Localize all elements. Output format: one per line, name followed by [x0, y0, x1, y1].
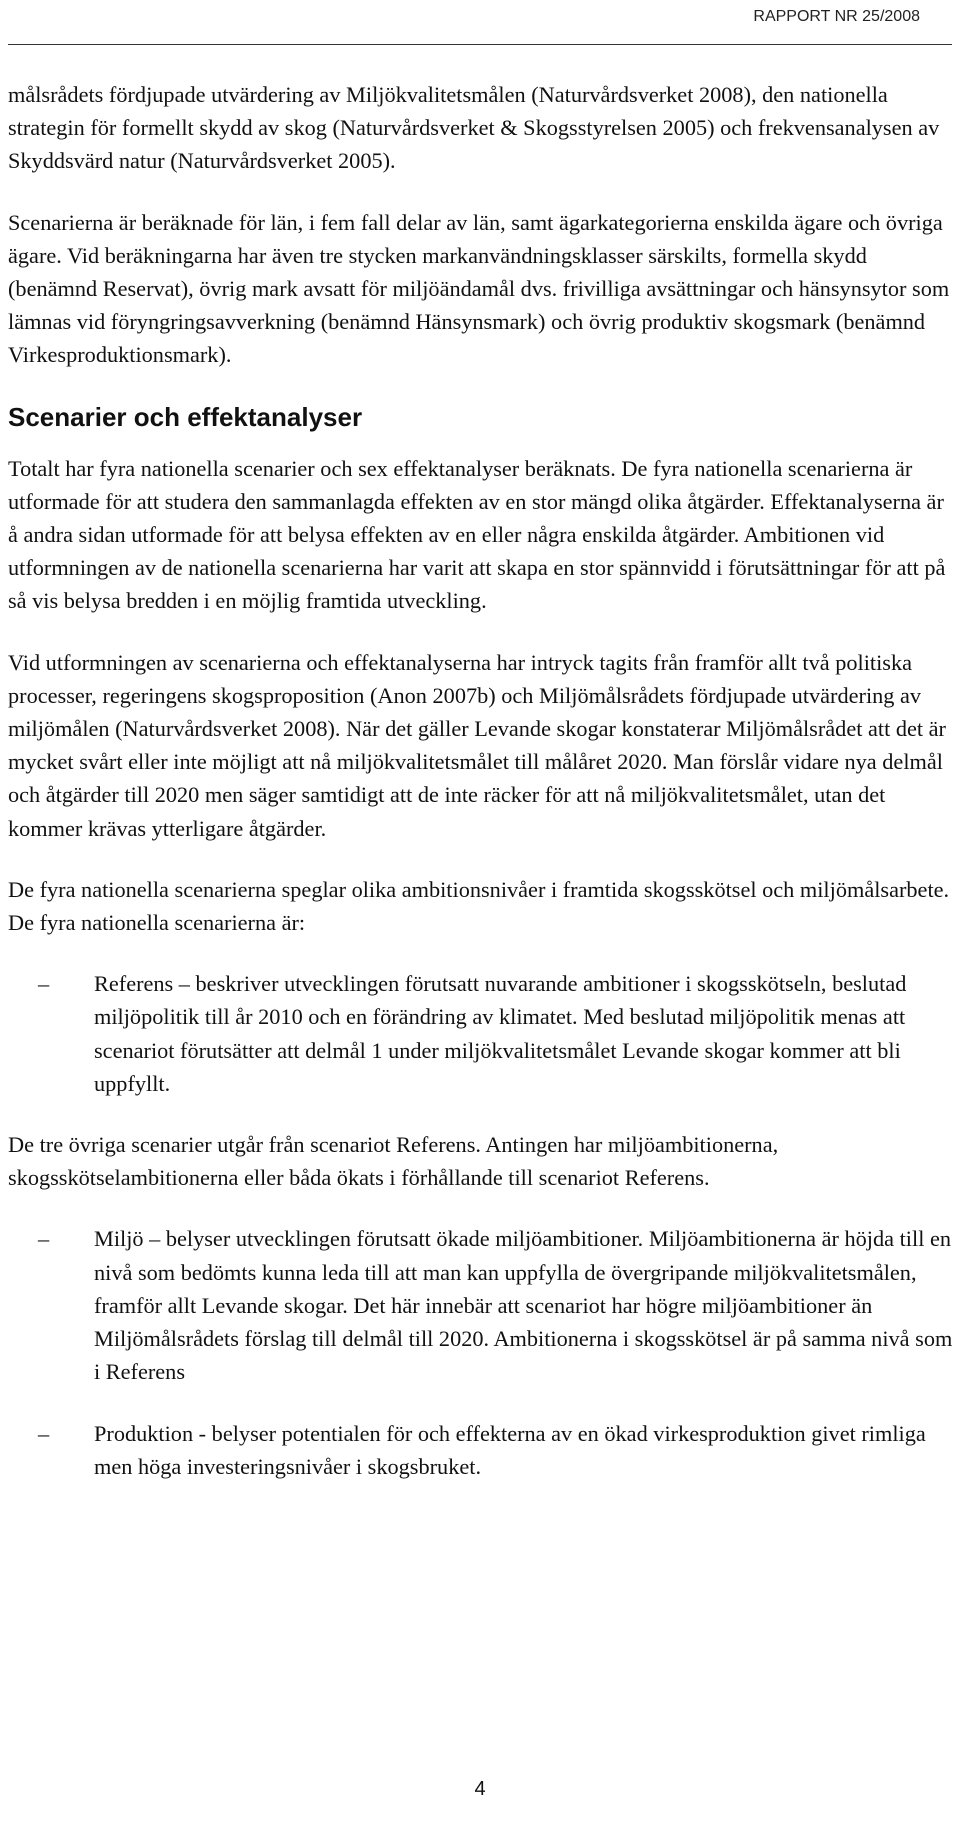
dash-bullet: –: [38, 971, 50, 997]
paragraph-intro: målsrådets fördjupade utvärdering av Miljökvalitetsmålen (Naturvårdsverket 2008), den nationella strategin för formellt skydd av skog (Naturvårdsverket & Skogsstyrelsen 2005) och frekvensanalysen av Skyddsvärd natur (Naturvårdsverket 2005).: [8, 82, 940, 174]
scenario-list-other: [8, 1222, 953, 1482]
scenario-list-reference: [8, 967, 953, 1100]
document-body: [8, 78, 953, 1511]
list-item-referens: [8, 967, 953, 1100]
paragraph-design-influences: Vid utformningen av scenarierna och effektanalyserna har intryck tagits från framför allt två politiska processer, regeringens skogsproposition (Anon 2007b) och Miljömålsrådets fördjupade utvärdering av miljömålen (Naturvårdsverket 2008). När det gäller Levande skogar konstaterar Miljömålsrådet att det är mycket svårt eller inte möjligt att nå miljökvalitetsmålet till målåret 2020. Man förslår vidare nya delmål och åtgärder till 2020 men säger samtidigt att de inte räcker för att nå miljökvalitetsmålet, utan det kommer krävas ytterligare åtgärder.: [8, 649, 946, 841]
paragraph-calculations: Scenarierna är beräknade för län, i fem fall delar av län, samt ägarkategorierna enskilda ägare och övriga ägare. Vid beräkningarna har även tre stycken markanvändningsklasser särskilts, formella skydd (benämnd Reservat), övrig mark avsatt för miljöändamål dvs. frivilliga avsättningar och hänsynsytor som lämnas vid föryngringsavverkning (benämnd Hänsynsmark) och övrig produktiv skogsmark (benämnd Virkesproduktionsmark).: [8, 209, 950, 368]
report-label: RAPPORT NR 25/2008: [753, 8, 920, 25]
paragraph-ambition-levels: De fyra nationella scenarierna speglar olika ambitionsnivåer i framtida skogsskötsel och miljömålsarbete. De fyra nationella scenarierna är:: [8, 876, 950, 936]
paragraph-other-scenarios: De tre övriga scenarier utgår från scenariot Referens. Antingen har miljöambitionerna, skogsskötselambitionerna eller båda ökats i förhållande till scenariot Referens.: [8, 1132, 779, 1191]
page-header: [0, 0, 960, 48]
list-item-text: Referens – beskriver utvecklingen förutsatt nuvarande ambitioner i skogsskötseln, beslutad miljöpolitik till år 2010 och en förändring av klimatet. Med beslutad miljöpolitik menas att scenariot förutsätter att delmål 1 under miljökvalitetsmålet Levande skogar kommer att bli uppfyllt.: [94, 971, 907, 1096]
header-divider: [8, 44, 952, 45]
dash-bullet: –: [38, 1226, 50, 1252]
section-heading: Scenarier och effektanalyser: [8, 401, 363, 432]
list-item-miljo: [8, 1222, 953, 1388]
list-item-produktion: [8, 1417, 953, 1483]
list-item-text: Produktion - belyser potentialen för och effekterna av en ökad virkesproduktion givet rimliga men höga investeringsnivåer i skogsbruket.: [94, 1420, 926, 1479]
dash-bullet: –: [38, 1420, 50, 1446]
page-number: 4: [474, 1778, 486, 1800]
paragraph-scenarios-overview: Totalt har fyra nationella scenarier och sex effektanalyser beräknats. De fyra nationella scenarierna är utformade för att studera den sammanlagda effekten av en stor mängd olika åtgärder. Effektanalyserna är å andra sidan utformade för att belysa effekten av en eller några enskilda åtgärder. Ambitionen vid utformningen av de nationella scenarierna har varit att skapa en stor spännvidd i förutsättningar för att på så vis belysa bredden i en möjlig framtida utveckling.: [8, 455, 946, 614]
list-item-text: Miljö – belyser utvecklingen förutsatt ökade miljöambitioner. Miljöambitionerna är höjda till en nivå som bedömts kunna leda till att man kan uppfylla de övergripande miljökvalitetsmålen, framför allt Levande skogar. Det här innebär att scenariot har högre miljöambitioner än Miljömålsrådets förslag till delmål till 2020. Ambitionerna i skogsskötsel är på samma nivå som i Referens: [94, 1226, 953, 1385]
